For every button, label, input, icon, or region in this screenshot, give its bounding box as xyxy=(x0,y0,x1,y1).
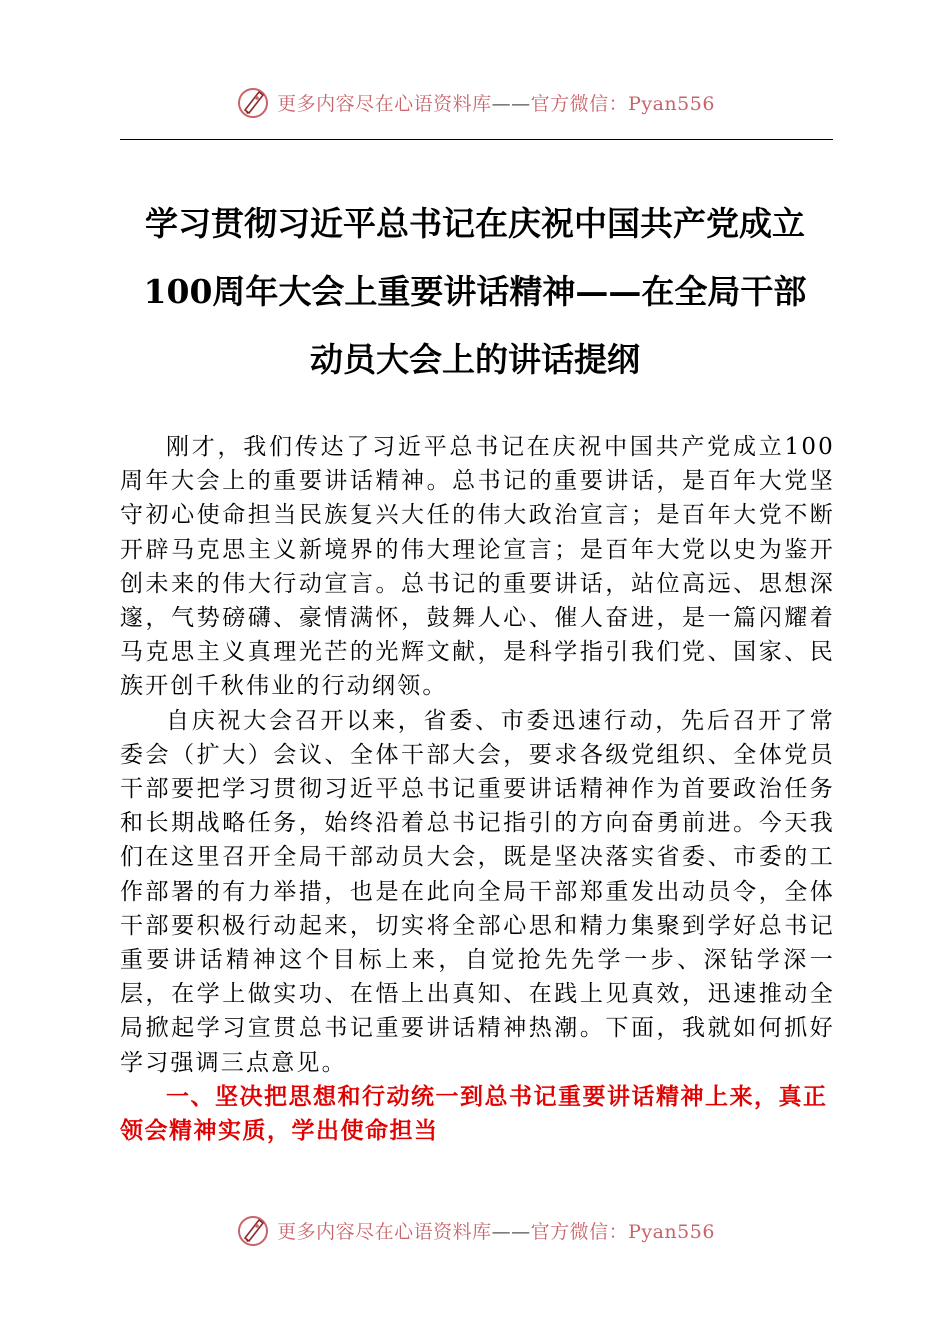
document-title xyxy=(110,190,840,394)
header-watermark-banner xyxy=(0,82,950,122)
body-paragraph-2: 自庆祝大会召开以来，省委、市委迅速行动，先后召开了常委会（扩大）会议、全体干部大会，要求各级党组织、全体党员干部要把学习贯彻习近平总书记重要讲话精神作为首要政治任务和长期战略任务，始终沿着总书记指引的方向奋勇前进。今天我们在这里召开全局干部动员大会，既是坚决落实省委、市委的工作部署的有力举措，也是在此向全局干部郑重发出动员令，全体干部要积极行动起来，切实将全部心思和精力集聚到学好总书记重要讲话精神这个目标上来，自觉抢先先学一步、深钻学深一层，在学上做实功、在悟上出真知、在践上见真效，迅速推动全局掀起学习宣贯总书记重要讲话精神热潮。下面，我就如何抓好学习强调三点意见。 xyxy=(120,707,835,1076)
body-paragraph-1: 刚才，我们传达了习近平总书记在庆祝中国共产党成立100周年大会上的重要讲话精神。总书记的重要讲话，是百年大党坚守初心使命担当民族复兴大任的伟大政治宣言；是百年大党不断开辟马克思主义新境界的伟大理论宣言；是百年大党以史为鉴开创未来的伟大行动宣言。总书记的重要讲话，站位高远、思想深邃，气势磅礴、豪情满怀，鼓舞人心、催人奋进，是一篇闪耀着马克思主义真理光芒的光辉文献，是科学指引我们党、国家、民族开创千秋伟业的行动纲领。 xyxy=(120,434,835,700)
document-body xyxy=(120,430,835,1148)
title-line-2: 100周年大会上重要讲话精神——在全局干部 xyxy=(143,272,807,311)
footer-watermark-banner xyxy=(0,1210,950,1250)
header-divider xyxy=(120,139,833,140)
watermark-text: 更多内容尽在心语资料库——官方微信：Pyan556 xyxy=(277,92,715,115)
title-line-3: 动员大会上的讲话提纲 xyxy=(310,340,640,379)
section-heading-1: 一、坚决把思想和行动统一到总书记重要讲话精神上来，真正领会精神实质，学出使命担当 xyxy=(120,1083,828,1145)
pen-nib-icon xyxy=(235,1212,271,1248)
watermark-text: 更多内容尽在心语资料库——官方微信：Pyan556 xyxy=(277,1220,715,1243)
pen-nib-icon xyxy=(235,84,271,120)
title-line-1: 学习贯彻习近平总书记在庆祝中国共产党成立 xyxy=(145,204,805,243)
